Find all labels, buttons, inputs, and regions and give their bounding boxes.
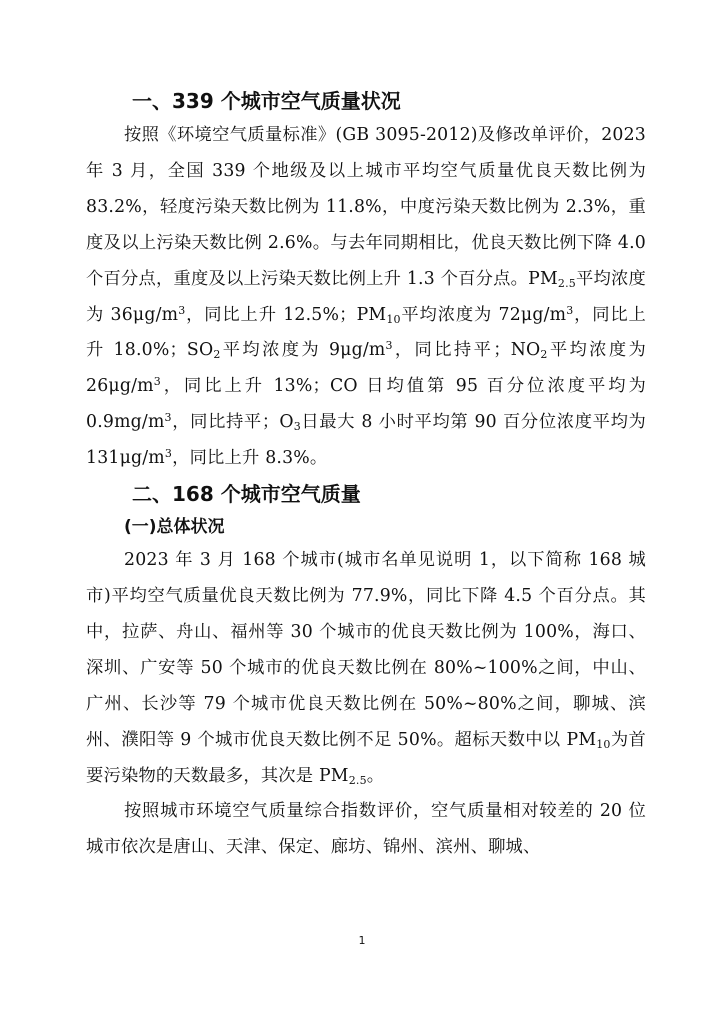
subscript: 3 [293, 420, 301, 434]
text-run: 平均浓度为 26μg/m [86, 340, 646, 397]
text-run: ，同比上升 8.3%。 [172, 448, 328, 469]
section-heading-2: 二、168 个城市空气质量 [132, 482, 361, 507]
text-run: ，同比上升 13%；CO 日均值第 95 百分位浓度平均为 0.9mg/m [86, 376, 646, 433]
superscript: 3 [178, 303, 186, 317]
text-run: 平均浓度为 9μg/m [220, 340, 386, 361]
text-run: 按照城市环境空气质量综合指数评价，空气质量相对较差的 20 位城市依次是唐山、天津、保定、廊坊、锦州、滨州、聊城、 [86, 801, 646, 858]
text-run: 日最大 8 小时平均第 90 百分位浓度平均为 131μg/m [86, 412, 646, 469]
text-run: ，同比持平；NO [392, 340, 541, 361]
superscript: 3 [566, 303, 574, 317]
text-run: ，同比上升 12.5%；PM [185, 304, 387, 325]
text-run: 2023 年 3 月 168 个城市(城市名单见说明 1，以下简称 168 城市)平均空气质量优良天数比例为 77.9%，同比下降 4.5 个百分点。其中，拉萨、舟山、福州等 30 个城市的优良天数比例为 100%，海口、深圳、广安等 50 个城市的优良天数比例在 80%~100%之间，中山、广州、长沙等 79 个城市优良天数比例在 50%~80%之间，聊城、滨州、濮阳等 9 个城市优良天数比例不足 50%。超标天数中以 PM [86, 550, 646, 750]
superscript: 3 [385, 339, 393, 353]
text-run: 为首要污染物的天数最多，其次是 PM [86, 729, 646, 786]
section-1-paragraph [86, 118, 646, 477]
superscript: 3 [164, 411, 172, 425]
subscript: 2.5 [348, 773, 367, 787]
subscript: 2 [540, 348, 548, 362]
section-2-paragraph-2 [86, 794, 646, 866]
subsection-heading: (一)总体状况 [124, 517, 225, 538]
text-run: 平均浓度为 36μg/m [86, 268, 646, 325]
superscript: 3 [153, 375, 161, 389]
section-2-paragraph-1 [86, 543, 646, 794]
text-run: 。 [366, 765, 385, 786]
text-run: 平均浓度为 72μg/m [400, 304, 567, 325]
section-heading-1: 一、339 个城市空气质量状况 [132, 89, 401, 113]
page-number: 1 [358, 934, 366, 947]
subscript: 2 [213, 348, 221, 362]
superscript: 3 [164, 447, 173, 461]
subscript: 2.5 [557, 276, 576, 290]
text-run: 按照《环境空气质量标准》(GB 3095-2012)及修改单评价，2023 年 3 月，全国 339 个地级及以上城市平均空气质量优良天数比例为 83.2%，轻度污染天数比例为 11.8%，中度污染天数比例为 2.3%，重度及以上污染天数比例 2.6%。与去年同期相比，优良天数比例下降 4.0 个百分点，重度及以上污染天数比例上升 1.3 个百分点。PM [86, 125, 646, 289]
text-run: ，同比持平；O [171, 412, 294, 433]
text-run: ，同比上升 18.0%；SO [86, 304, 647, 361]
subscript: 10 [596, 737, 611, 751]
document-body [86, 84, 646, 866]
subscript: 10 [386, 312, 401, 326]
